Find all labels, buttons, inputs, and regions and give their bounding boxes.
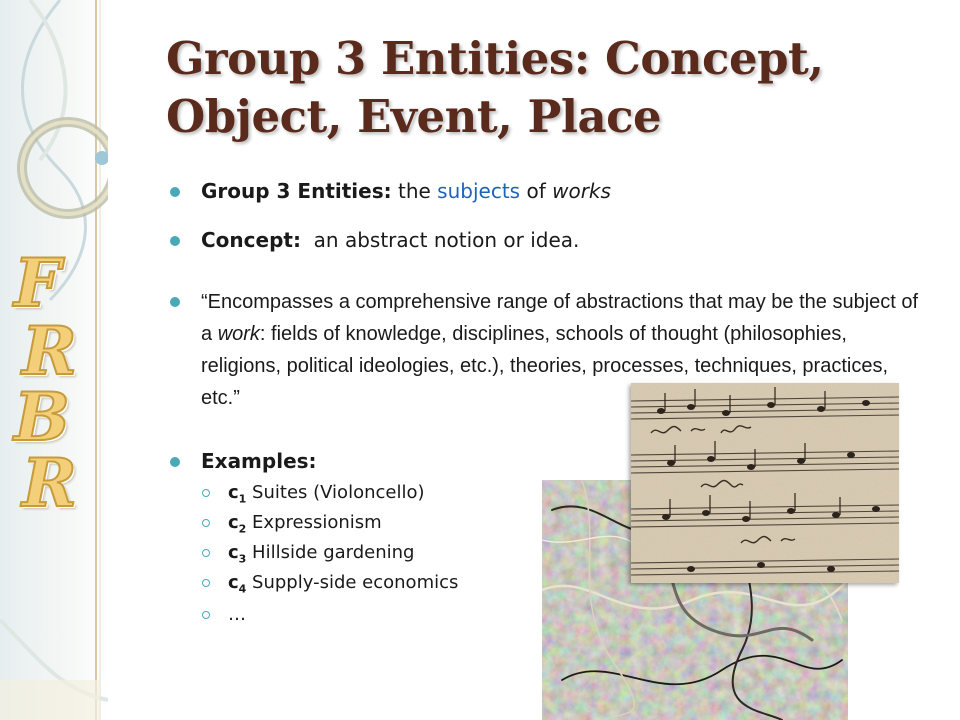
bullet-dot (170, 297, 180, 307)
logo-letter-b: B (14, 378, 70, 456)
example-subscript: 2 (238, 522, 247, 536)
sub-bullet-ring (202, 549, 210, 557)
subjects-term: subjects (437, 179, 521, 203)
example-label: Expressionism (246, 512, 382, 533)
bullet-dot (170, 457, 180, 467)
sub-bullet-ring (202, 489, 210, 497)
bullet-text: an abstract notion or idea. (300, 228, 580, 252)
example-item (202, 539, 414, 573)
example-code: c (228, 572, 239, 593)
bullet-text: of (520, 179, 553, 203)
work-term: work (217, 323, 260, 345)
bullet-group3 (170, 176, 910, 207)
sub-bullet-ring (202, 611, 210, 619)
example-item (202, 601, 246, 628)
slide-title: Group 3 Entities: Concept, Object, Event, Place (166, 32, 824, 143)
sub-bullet-ring (202, 519, 210, 527)
sub-bullet-ring (202, 579, 210, 587)
example-label: Hillside gardening (246, 542, 415, 563)
decorative-sidebar (0, 0, 108, 720)
example-item (202, 569, 458, 603)
example-code: c (228, 542, 239, 563)
example-item (202, 479, 425, 513)
bullet-lead: Group 3 Entities: (201, 179, 392, 203)
logo-letter-f: F (14, 244, 61, 322)
example-code: c (228, 482, 239, 503)
bullet-lead: Concept: (201, 228, 301, 252)
music-manuscript-image (631, 383, 899, 583)
definition-text: “Encompasses a comprehensive range of abstractions that may be the subject of a (201, 291, 919, 345)
example-code: c (228, 512, 239, 533)
logo-letter-r: R (22, 312, 77, 390)
example-subscript: 3 (238, 552, 247, 566)
bullet-dot (170, 187, 180, 197)
bullet-text: the (391, 179, 438, 203)
example-ellipsis: … (228, 604, 246, 625)
example-label: Suites (Violoncello) (246, 482, 425, 503)
definition-text: : fields of knowledge, disciplines, schools of thought (philosophies, religions, political ideologies, etc.), theories, processes, techniques, practices, etc.” (201, 323, 889, 409)
example-subscript: 1 (238, 492, 247, 506)
example-label: Supply-side economics (246, 572, 459, 593)
bullet-lead: Examples: (201, 449, 317, 473)
example-item (202, 509, 382, 543)
example-subscript: 4 (238, 582, 247, 596)
works-term: works (552, 179, 611, 203)
bullet-concept (170, 225, 910, 256)
bullet-dot (170, 236, 180, 246)
logo-letter-r2: R (22, 444, 77, 522)
